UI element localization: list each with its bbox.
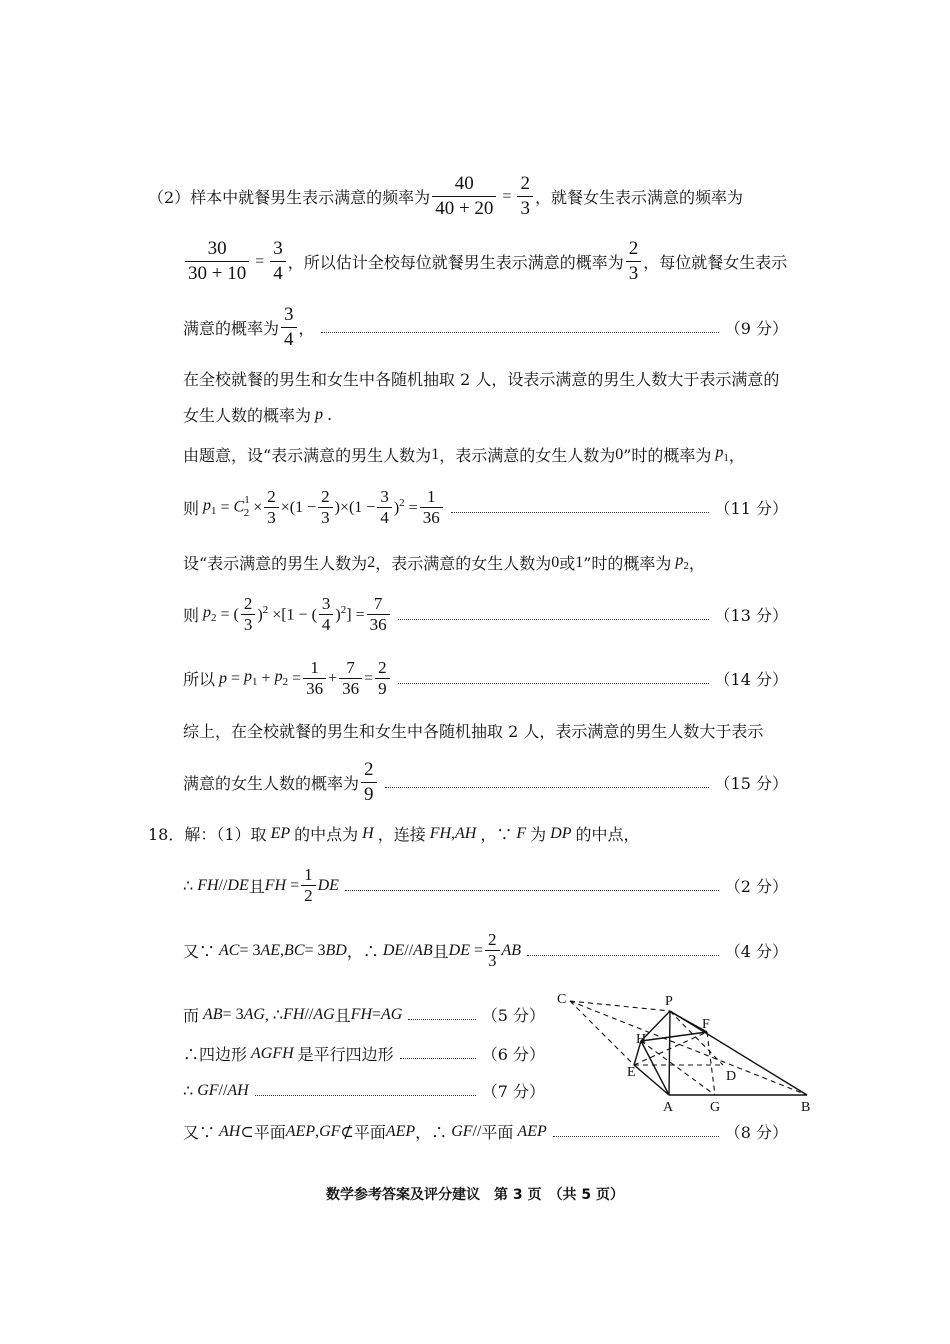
text: 的中点为: [294, 825, 359, 844]
part2-line3: [183, 303, 788, 352]
text: ，: [298, 319, 315, 338]
label-P: P: [665, 994, 673, 1009]
text: 的中点，: [575, 825, 640, 844]
fraction-2-3: $\frac{2}{3}$: [264, 487, 279, 528]
fraction-2-3: $\frac{2}{3}$: [318, 487, 333, 528]
q18-line5: ∴四边形 AGFH 是平行四边形 （6 分）: [183, 1042, 545, 1065]
part2-p2-equation: 则 $p_2$ = ( $\frac{2}{3}$ )$^2$ ×[1 − ( $\frac{3}{4}$ )$^2$] = $\frac{7}{36}$ （13 分）: [183, 594, 788, 634]
label-F: F: [702, 1017, 710, 1032]
text: ，: [728, 446, 745, 465]
text: 或: [559, 554, 576, 573]
score-6: （6 分）: [481, 1045, 545, 1064]
text: 又∵: [183, 1123, 216, 1142]
text: ，∴: [415, 1123, 448, 1142]
leader-dots: [400, 1058, 476, 1059]
fraction-1-2: $\frac{1}{2}$: [301, 865, 316, 906]
fraction-2-3: $\frac{2}{3}$: [485, 930, 500, 971]
text: 所以: [183, 670, 216, 689]
fraction-30-over-40: $\frac{30}{30 + 10}$: [185, 237, 249, 286]
fraction-2-9: $\frac{2}{9}$: [375, 658, 390, 699]
text: ，连接: [377, 825, 426, 844]
text: ，所以估计全校每位就餐男生表示满意的概率为: [287, 253, 624, 272]
edge-CB: [570, 1001, 807, 1095]
text: 满意的女生人数的概率为: [183, 774, 360, 793]
q18-line4: 而 AB = 3 AG , ∴ FH // AG 且 FH = AG （5 分）: [183, 1003, 545, 1026]
score-5: （5 分）: [481, 1006, 545, 1025]
text: ，∴: [346, 942, 379, 961]
label-B: B: [801, 1100, 811, 1115]
text: ，就餐女生表示满意的频率为: [534, 188, 743, 207]
leader-dots: [527, 955, 719, 956]
edge-PA: [669, 1011, 670, 1095]
page-footer: 数学参考答案及评分建议 第 3 页 （共 5 页）: [326, 1187, 624, 1203]
leader-dots: [553, 1136, 719, 1137]
text: ，表示满意的女生人数为: [375, 554, 552, 573]
edge-CP: [570, 1001, 670, 1011]
part2-line11: [183, 719, 763, 742]
label-E: E: [627, 1065, 636, 1080]
text: 则: [183, 606, 200, 625]
text: 且: [334, 1006, 351, 1025]
text: ，: [688, 554, 705, 573]
fraction-3-4: $\frac{3}{4}$: [319, 594, 334, 635]
label-G: G: [710, 1100, 721, 1115]
fraction-1-36: $\frac{1}{36}$: [303, 658, 326, 699]
leader-dots: [385, 787, 709, 788]
leader-dots: [398, 683, 709, 684]
score-15: （15 分）: [714, 774, 788, 793]
part2-line8: 设“表示满意的男生人数为 2 ，表示满意的女生人数为 0 或 1 ”时的概率为 $p_2$ ，: [183, 552, 705, 573]
label-A: A: [663, 1100, 674, 1115]
question-number: 18．: [148, 825, 185, 844]
leader-dots: [398, 619, 709, 620]
score-13: （13 分）: [714, 606, 788, 625]
text: ，表示满意的女生人数为: [439, 446, 616, 465]
leader-dots: [451, 512, 709, 513]
q18-line1: 18． 解：（1）取 EP 的中点为 H ，连接 FH , AH ，∵ F 为 DP 的中点，: [148, 822, 640, 845]
fraction-7-36: $\frac{7}{36}$: [367, 594, 390, 635]
text: 由题意，设“表示满意的男生人数为: [183, 446, 432, 465]
text: ，∵: [480, 825, 513, 844]
edge-CE: [570, 1001, 634, 1065]
score-8: （8 分）: [724, 1123, 788, 1142]
score-2: （2 分）: [724, 877, 788, 896]
label-C: C: [557, 992, 567, 1007]
part2-line2: $\frac{30}{30 + 10}$ = $\frac{3}{4}$ ，所以估计全校每位就餐男生表示满意的概率为 $\frac{2}{3}$ ，每位就餐女生表示: [183, 237, 787, 286]
text: 且: [248, 877, 265, 896]
text: 平面: [353, 1123, 386, 1142]
leader-dots: [255, 1095, 476, 1096]
text: 综上，在全校就餐的男生和女生中各随机抽取 2 人，表示满意的男生人数大于表示: [183, 722, 764, 741]
score-4: （4 分）: [724, 942, 788, 961]
text: 为: [530, 825, 547, 844]
fraction-7-36: $\frac{7}{36}$: [339, 658, 362, 699]
text: ，每位就餐女生表示: [643, 253, 788, 272]
label-D: D: [726, 1069, 737, 1084]
fraction-3-4: $\frac{3}{4}$: [377, 487, 392, 528]
text: 又∵: [183, 942, 216, 961]
fraction-2-3: $\frac{2}{3}$: [517, 172, 533, 221]
fraction-2-3: $\frac{2}{3}$: [241, 594, 256, 635]
text: 是平行四边形: [297, 1045, 394, 1064]
leader-dots: [321, 332, 719, 333]
part2-line1: （2）样本中就餐男生表示满意的频率为 $\frac{40}{40 + 20}$ = $\frac{2}{3}$ ，就餐女生表示满意的频率为: [148, 173, 743, 219]
q18-line3: 又∵ AC = 3 AE , BC = 3 BD ，∴ DE // AB 且 DE = $\frac{2}{3}$ AB （4 分）: [183, 930, 788, 970]
text: ∴四边形: [183, 1045, 248, 1064]
text: 平面: [253, 1123, 286, 1142]
text: 平面: [481, 1123, 514, 1142]
score-14: （14 分）: [714, 670, 788, 689]
text: 在全校就餐的男生和女生中各随机抽取 2 人，设表示满意的男生人数大于表示满意的: [183, 370, 780, 389]
text: 则: [183, 499, 200, 518]
text: 设“表示满意的男生人数为: [183, 554, 368, 573]
fraction-2-3: $\frac{2}{3}$: [626, 237, 642, 286]
part2-line4: [183, 367, 779, 390]
q18-line2: ∴ FH // DE 且 FH = $\frac{1}{2}$ DE （2 分）: [183, 865, 788, 905]
pyramid-figure: [555, 988, 825, 1116]
text: 满意的概率为: [183, 319, 280, 338]
score-9: （9 分）: [724, 319, 788, 338]
q18-line6: ∴ GF // AH （7 分）: [183, 1079, 545, 1102]
fraction-3-4: $\frac{3}{4}$: [281, 303, 297, 352]
text: 而: [183, 1006, 200, 1025]
fraction-3-4: $\frac{3}{4}$: [270, 237, 286, 286]
leader-dots: [408, 1019, 475, 1020]
edge-HG: [641, 1041, 715, 1095]
score-7: （7 分）: [481, 1082, 545, 1101]
edge-HA: [641, 1041, 669, 1095]
leader-dots: [345, 890, 719, 891]
text: ”时的概率为: [583, 554, 672, 573]
text: 且: [432, 942, 449, 961]
text: .: [327, 405, 333, 424]
text: 解：（1）取: [184, 825, 267, 844]
text: ”时的概率为: [623, 446, 712, 465]
q18-line7: 又∵ AH ⊂ 平面 AEP , GF ⊄ 平面 AEP ，∴ GF // 平面 AEP （8 分）: [183, 1120, 788, 1143]
text: 女生人数的概率为: [183, 406, 312, 425]
edge-HF: [641, 1032, 707, 1041]
fraction-1-36: $\frac{1}{36}$: [420, 487, 443, 528]
label-H: H: [636, 1032, 647, 1047]
edge-EA: [634, 1065, 669, 1095]
fraction-40-over-60: $\frac{40}{40 + 20}$: [432, 172, 496, 221]
part2-line6: 由题意，设“表示满意的男生人数为 1 ，表示满意的女生人数为 0 ”时的概率为 $p_1$ ，: [183, 444, 745, 465]
score-11: （11 分）: [714, 499, 788, 518]
text: （2）样本中就餐男生表示满意的频率为: [148, 188, 431, 207]
edge-FG: [707, 1032, 715, 1095]
part2-p1-equation: 则 $p_1$ = $C^1_2$ × $\frac{2}{3}$ ×(1 − $\frac{2}{3}$ )×(1 − $\frac{3}{4}$ )$^2$ = $\frac{1}{36}$ （11 分）: [183, 487, 788, 527]
part2-line12: [183, 758, 788, 807]
part2-p-sum: 所以 p = $p_1$ + $p_2$ = $\frac{1}{36}$ + $\frac{7}{36}$ = $\frac{2}{9}$ （14 分）: [183, 658, 788, 698]
part2-line5: 女生人数的概率为 p .: [183, 405, 333, 425]
fraction-2-9: $\frac{2}{9}$: [361, 758, 377, 807]
